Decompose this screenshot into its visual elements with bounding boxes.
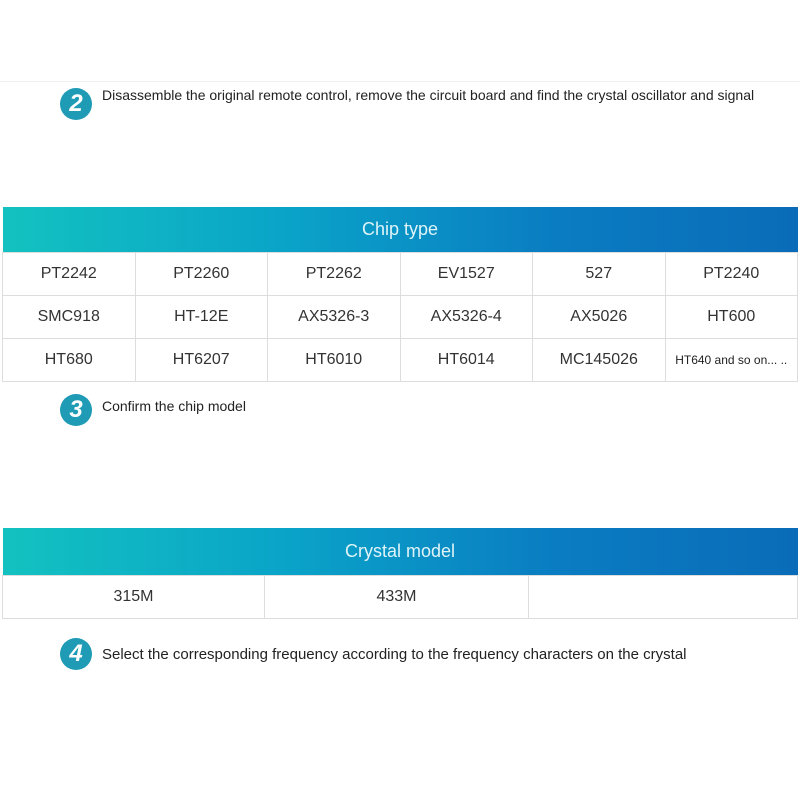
table-cell: PT2260	[135, 253, 268, 296]
table-header: Crystal model	[3, 528, 798, 576]
table-row	[3, 339, 798, 382]
step-2	[60, 88, 754, 120]
table-cell: PT2262	[268, 253, 401, 296]
table-cell: HT-12E	[135, 296, 268, 339]
table-cell: EV1527	[400, 253, 533, 296]
table-cell: HT6010	[268, 339, 401, 382]
table-cell: HT6014	[400, 339, 533, 382]
step-number-icon: 2	[60, 88, 92, 120]
table-cell	[529, 576, 798, 619]
table-cell: 315M	[3, 576, 265, 619]
table-row	[3, 576, 798, 619]
divider	[0, 81, 800, 82]
table-row	[3, 253, 798, 296]
table-cell: PT2242	[3, 253, 136, 296]
table-cell: SMC918	[3, 296, 136, 339]
table-cell: AX5326-4	[400, 296, 533, 339]
table-header: Chip type	[3, 207, 798, 253]
step-number-icon: 4	[60, 638, 92, 670]
step-4	[60, 638, 687, 670]
table-cell: HT680	[3, 339, 136, 382]
step-text: Confirm the chip model	[102, 398, 246, 414]
table-cell: PT2240	[665, 253, 798, 296]
table-cell: HT6207	[135, 339, 268, 382]
table-row	[3, 296, 798, 339]
table-cell: MC145026	[533, 339, 666, 382]
table-cell: 527	[533, 253, 666, 296]
chip-type-table	[2, 207, 798, 382]
step-text: Select the corresponding frequency according to the frequency characters on the crystal	[102, 645, 687, 663]
table-cell: AX5326-3	[268, 296, 401, 339]
crystal-model-table	[2, 528, 798, 619]
table-cell: 433M	[265, 576, 529, 619]
step-text: Disassemble the original remote control, remove the circuit board and find the crystal oscillator and signal	[102, 87, 755, 103]
table-cell: AX5026	[533, 296, 666, 339]
step-number-icon: 3	[60, 394, 92, 426]
table-cell: HT640 and so on... ..	[665, 339, 798, 382]
step-3	[60, 394, 246, 426]
table-cell: HT600	[665, 296, 798, 339]
